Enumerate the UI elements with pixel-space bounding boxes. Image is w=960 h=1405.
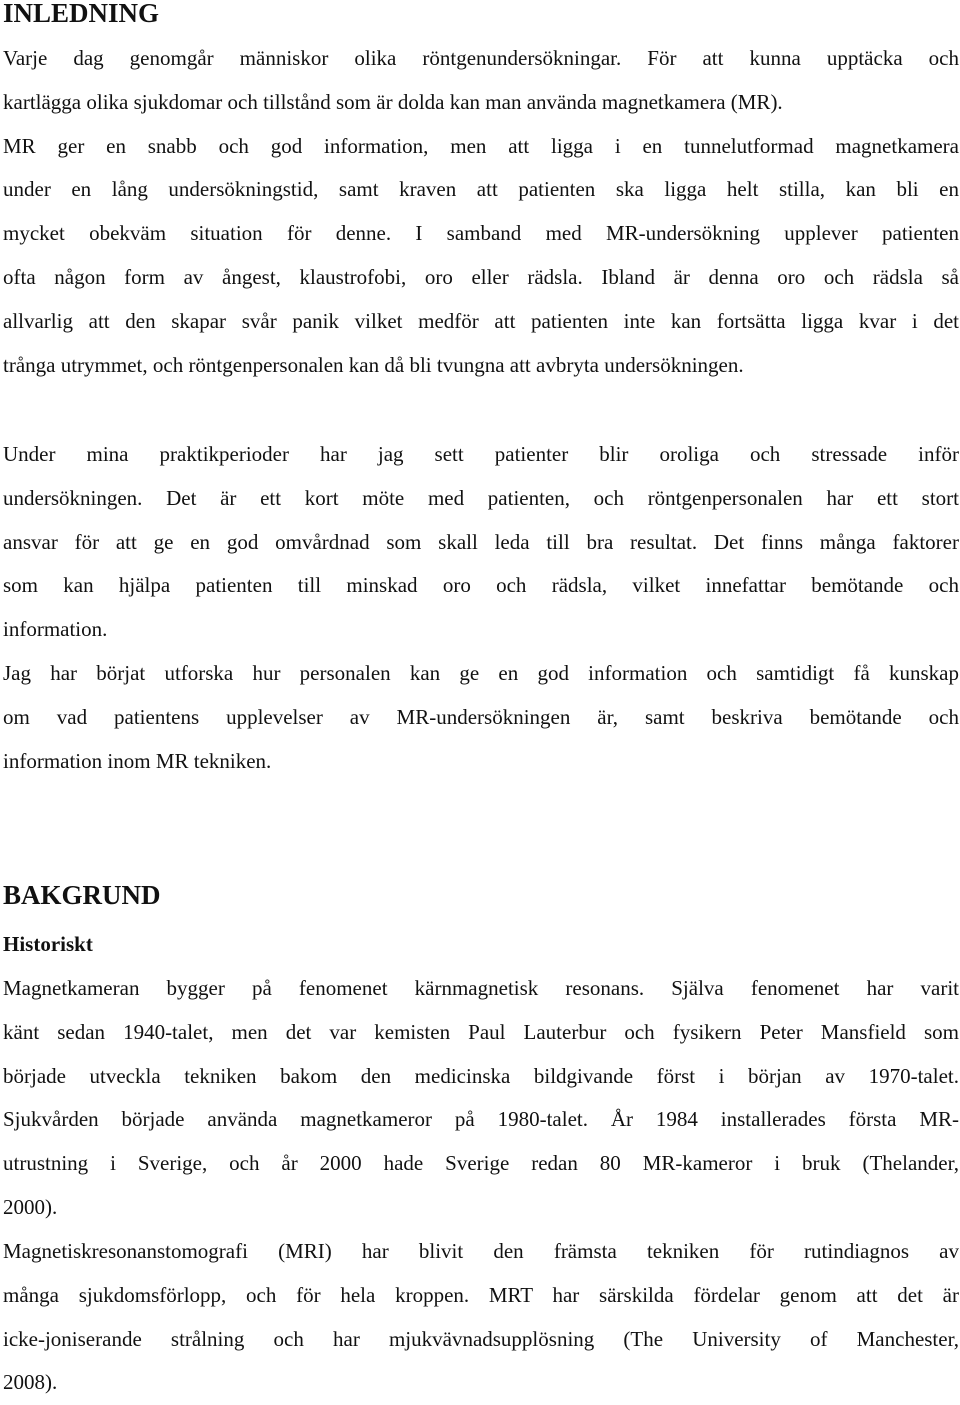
text-line: 2008).	[3, 1370, 58, 1395]
heading-bakgrund: BAKGRUND	[3, 880, 161, 910]
text-line: information inom MR tekniken.	[3, 748, 272, 773]
text-line: trånga utrymmet, och röntgenpersonalen kan då bli tvungna att avbryta undersökningen.	[3, 352, 744, 377]
text-line: under en lång undersökningstid, samt kraven att patienten ska ligga helt stilla, kan bli en	[3, 177, 959, 202]
text-line: Magnetkameran bygger på fenomenet kärnmagnetisk resonans. Själva fenomenet har varit	[3, 976, 959, 1000]
text-line: Magnetiskresonanstomografi (MRI) har blivit den främsta tekniken för rutindiagnos av	[3, 1239, 959, 1263]
text-line: Varje dag genomgår människor olika röntgenundersökningar. För att kunna upptäcka och	[3, 46, 959, 70]
text-line: ofta någon form av ångest, klaustrofobi, oro eller rädsla. Ibland är denna oro och rädsla så	[3, 264, 959, 289]
text-line: kartlägga olika sjukdomar och tillstånd som är dolda kan man använda magnetkamera (MR).	[3, 89, 783, 114]
text-line: Jag har börjat utforska hur personalen kan ge en god information och samtidigt få kunskap	[3, 661, 959, 685]
paragraph-inledning-2	[3, 433, 959, 652]
text-line: 2000).	[3, 1194, 58, 1219]
text-line: Under mina praktikperioder har jag sett patienter blir oroliga och stressade inför	[3, 442, 959, 466]
text-line: ansvar för att ge en god omvårdnad som skall leda till bra resultat. Det finns många faktorer	[3, 529, 959, 554]
subheading-historiskt: Historiskt	[3, 932, 93, 956]
text-line: allvarlig att den skapar svår panik vilket medför att patienten inte kan fortsätta ligga kvar i det	[3, 308, 959, 333]
text-line: information.	[3, 617, 108, 642]
paragraph-bakgrund-1	[3, 967, 959, 1230]
text-line: icke-joniserande strålning och har mjukvävnadsupplösning (The University of Manchester,	[3, 1326, 959, 1351]
text-line: MR ger en snabb och god information, men att ligga i en tunnelutformad magnetkamera	[3, 133, 959, 158]
text-line: känt sedan 1940-talet, men det var kemisten Paul Lauterbur och fysikern Peter Mansfield som	[3, 1019, 959, 1044]
text-line: Sjukvården började använda magnetkameror på 1980-talet. År 1984 installerades första MR-	[3, 1107, 959, 1132]
text-line: många sjukdomsförlopp, och för hela kroppen. MRT har särskilda fördelar genom att det är	[3, 1282, 959, 1307]
text-line: undersökningen. Det är ett kort möte med patienten, och röntgenpersonalen har ett stort	[3, 485, 959, 510]
text-line: mycket obekväm situation för denne. I samband med MR-undersökning upplever patienten	[3, 221, 959, 246]
paragraph-inledning-3	[3, 652, 959, 783]
paragraph-inledning-1	[3, 37, 959, 387]
text-line: utrustning i Sverige, och år 2000 hade Sverige redan 80 MR-kameror i bruk (Thelander,	[3, 1151, 959, 1176]
text-line: som kan hjälpa patienten till minskad oro och rädsla, vilket innefattar bemötande och	[3, 573, 959, 598]
heading-inledning: INLEDNING	[3, 0, 160, 28]
text-line: om vad patientens upplevelser av MR-undersökningen är, samt beskriva bemötande och	[3, 704, 959, 729]
paragraph-bakgrund-2	[3, 1230, 959, 1405]
text-line: började utveckla tekniken bakom den medicinska bildgivande först i början av 1970-talet.	[3, 1063, 959, 1088]
